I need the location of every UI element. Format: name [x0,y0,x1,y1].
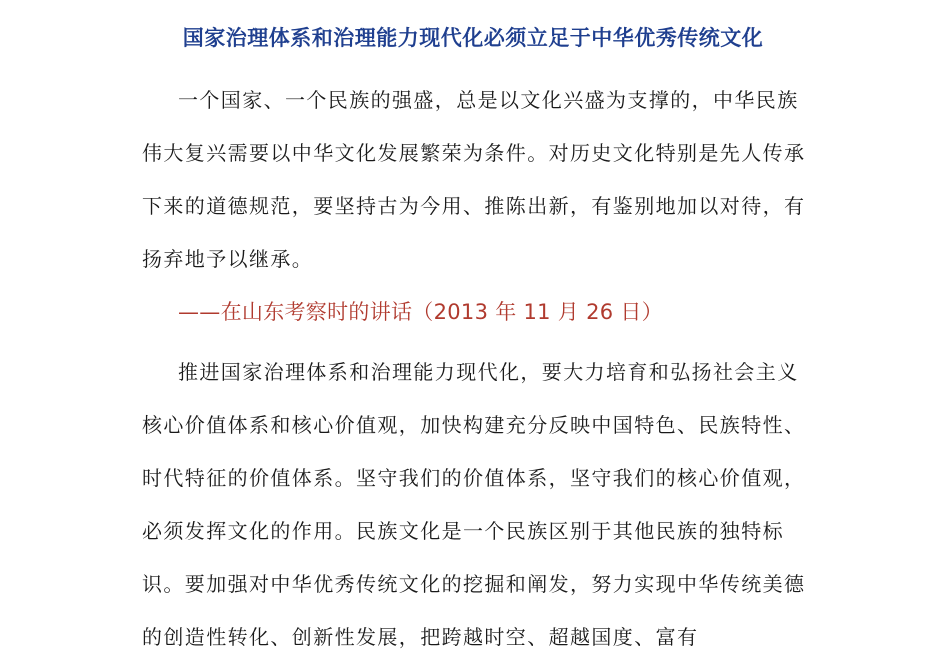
document-title: 国家治理体系和治理能力现代化必须立足于中华优秀传统文化 [182,26,764,50]
source-citation: ——在山东考察时的讲话（2013 年 11 月 26 日） [178,300,663,324]
paragraph-1: 一个国家、一个民族的强盛，总是以文化兴盛为支撑的，中华民族伟大复兴需要以中华文化发展繁荣为条件。对历史文化特别是先人传承下来的道德规范，要坚持古为今用、推陈出新，有鉴别地加以对待，有扬弃地予以继承。 [142,88,806,271]
paragraph-2: 推进国家治理体系和治理能力现代化，要大力培育和弘扬社会主义核心价值体系和核心价值观，加快构建充分反映中国特色、民族特性、时代特征的价值体系。坚守我们的价值体系，坚守我们的核心价值观，必须发挥文化的作用。民族文化是一个民族区别于其他民族的独特标识。要加强对中华优秀传统文化的挖掘和阐发，努力实现中华传统美德的创造性转化、创新性发展，把跨越时空、超越国度、富有 [142,360,806,649]
